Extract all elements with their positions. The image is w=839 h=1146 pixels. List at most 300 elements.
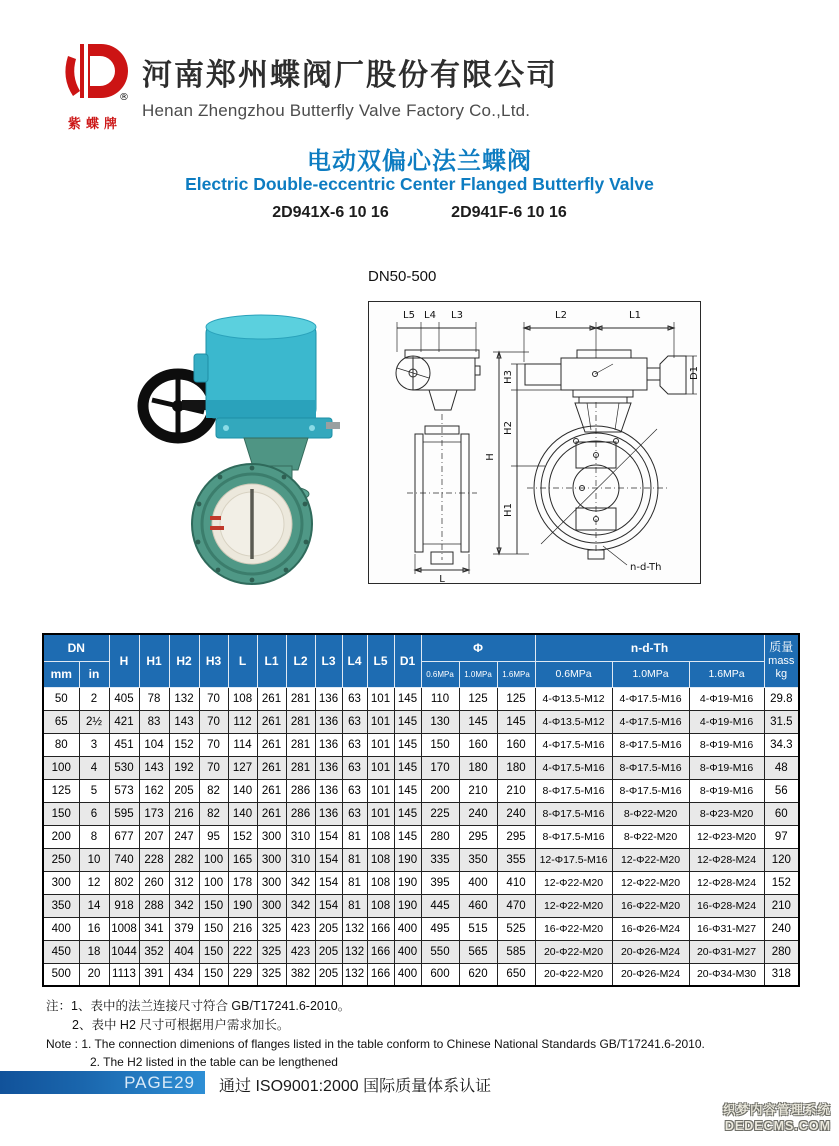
spec-cell: 595 [109,802,139,825]
spec-cell: 150 [43,802,79,825]
spec-cell: 14 [79,894,109,917]
valve-body [192,464,312,584]
svg-text:L4: L4 [424,310,436,321]
spec-cell: 222 [228,940,257,963]
col-header-h: H [109,634,139,687]
spec-cell: 280 [764,940,799,963]
spec-cell: 81 [342,871,367,894]
spec-cell: 95 [199,825,228,848]
spec-cell: 288 [139,894,169,917]
col-header-l1: L1 [257,634,286,687]
spec-cell: 261 [257,779,286,802]
spec-cell: 125 [459,687,497,710]
table-row [43,687,799,710]
spec-cell: 112 [228,710,257,733]
col-header-h1: H1 [139,634,169,687]
spec-cell: 460 [459,894,497,917]
spec-cell: 34.3 [764,733,799,756]
spec-cell: 1008 [109,917,139,940]
spec-cell: 143 [169,710,199,733]
spec-cell: 261 [257,756,286,779]
spec-cell: 180 [497,756,535,779]
col-header-phi-16: 1.6MPa [497,661,535,687]
drawing-side-view [396,310,480,583]
spec-cell: 342 [286,894,315,917]
col-header-ndth-10: 1.0MPa [612,661,689,687]
spec-cell: 310 [286,848,315,871]
spec-cell: 20-Φ22-M20 [535,940,612,963]
spec-cell: 104 [139,733,169,756]
spec-cell: 342 [286,871,315,894]
spec-cell: 573 [109,779,139,802]
spec-cell: 470 [497,894,535,917]
spec-cell: 341 [139,917,169,940]
spec-cell: 225 [421,802,459,825]
product-title-en: Electric Double-eccentric Center Flanged Butterfly Valve [185,174,654,194]
col-header-h3: H3 [199,634,228,687]
spec-cell: 82 [199,779,228,802]
spec-cell: 4-Φ17.5-M16 [612,687,689,710]
svg-text:L5: L5 [403,310,415,321]
spec-cell: 229 [228,963,257,986]
col-header-l: L [228,634,257,687]
spec-cell: 81 [342,894,367,917]
spec-cell: 130 [421,710,459,733]
spec-cell: 101 [367,687,394,710]
spec-cell: 210 [497,779,535,802]
spec-cell: 8 [79,825,109,848]
butterfly-brand-logo-icon [56,42,134,106]
spec-cell: 83 [139,710,169,733]
spec-cell: 2 [79,687,109,710]
col-header-in: in [79,661,109,687]
size-range-label: DN50-500 [368,268,437,285]
spec-cell: 152 [169,733,199,756]
spec-cell: 63 [342,710,367,733]
spec-cell: 12-Φ22-M20 [535,894,612,917]
spec-cell: 136 [315,802,342,825]
spec-cell: 5 [79,779,109,802]
spec-cell: 1044 [109,940,139,963]
spec-cell: 410 [497,871,535,894]
spec-cell: 120 [764,848,799,871]
spec-cell: 31.5 [764,710,799,733]
spec-cell: 136 [315,756,342,779]
spec-cell: 12-Φ28-M24 [689,848,764,871]
col-header-ndth-06: 0.6MPa [535,661,612,687]
spec-cell: 205 [315,963,342,986]
spec-cell: 70 [199,710,228,733]
spec-cell: 166 [367,963,394,986]
spec-cell: 450 [43,940,79,963]
spec-cell: 240 [459,802,497,825]
spec-cell: 740 [109,848,139,871]
spec-cell: 178 [228,871,257,894]
model-number-2: 2D941F-6 10 16 [451,204,567,221]
table-row [43,871,799,894]
spec-cell: 8-Φ22-M20 [612,825,689,848]
spec-cell: 585 [497,940,535,963]
table-row [43,710,799,733]
spec-cell: 400 [43,917,79,940]
spec-cell: 101 [367,733,394,756]
spec-cell: 400 [394,940,421,963]
notes-block [46,997,705,1071]
spec-cell: 114 [228,733,257,756]
spec-cell: 145 [497,710,535,733]
col-header-ndth: n-d-Th [535,634,764,661]
spec-cell: 261 [257,802,286,825]
footer-page-bar [0,1071,205,1094]
spec-cell: 216 [228,917,257,940]
svg-text:H: H [485,453,496,461]
spec-cell: 620 [459,963,497,986]
iso-certification-text: 通过 ISO9001:2000 国际质量体系认证 [219,1078,492,1095]
spec-cell: 56 [764,779,799,802]
spec-cell: 65 [43,710,79,733]
spec-cell: 404 [169,940,199,963]
spec-cell: 63 [342,733,367,756]
spec-cell: 8-Φ23-M20 [689,802,764,825]
spec-cell: 132 [342,940,367,963]
spec-cell: 8-Φ19-M16 [689,779,764,802]
table-row [43,894,799,917]
spec-cell: 335 [421,848,459,871]
spec-cell: 160 [459,733,497,756]
spec-cell: 423 [286,940,315,963]
spec-cell: 12-Φ17.5-M16 [535,848,612,871]
spec-cell: 154 [315,848,342,871]
spec-cell: 200 [421,779,459,802]
col-header-mass: 质量 mass kg [764,634,799,687]
table-row [43,825,799,848]
spec-cell: 108 [367,871,394,894]
spec-cell: 210 [764,894,799,917]
spec-cell: 281 [286,756,315,779]
spec-cell: 127 [228,756,257,779]
spec-cell: 434 [169,963,199,986]
spec-cell: 145 [394,756,421,779]
spec-cell: 4-Φ19-M16 [689,687,764,710]
spec-cell: 190 [394,894,421,917]
spec-cell: 101 [367,779,394,802]
cms-watermark [723,1103,831,1134]
spec-cell: 318 [764,963,799,986]
spec-cell: 180 [459,756,497,779]
spec-cell: 136 [315,733,342,756]
spec-cell: 166 [367,940,394,963]
page-number: PAGE29 [124,1072,195,1092]
spec-cell: 240 [764,917,799,940]
table-row [43,963,799,986]
spec-cell: 48 [764,756,799,779]
spec-cell: 81 [342,848,367,871]
spec-cell: 8-Φ17.5-M16 [612,733,689,756]
spec-cell: 650 [497,963,535,986]
dimension-drawing [368,301,701,584]
spec-cell: 125 [497,687,535,710]
spec-cell: 150 [199,963,228,986]
spec-cell: 8-Φ19-M16 [689,756,764,779]
spec-cell: 421 [109,710,139,733]
spec-cell: 136 [315,779,342,802]
spec-cell: 379 [169,917,199,940]
spec-cell: 261 [257,710,286,733]
spec-cell: 391 [139,963,169,986]
spec-cell: 12-Φ23-M20 [689,825,764,848]
spec-cell: 300 [43,871,79,894]
spec-cell: 12-Φ28-M24 [689,871,764,894]
spec-cell: 8-Φ17.5-M16 [612,756,689,779]
spec-cell: 100 [199,871,228,894]
dimension-drawing-svg [369,302,700,583]
spec-cell: 295 [497,825,535,848]
spec-cell: 8-Φ17.5-M16 [535,779,612,802]
spec-cell: 20-Φ34-M30 [689,963,764,986]
spec-cell: 550 [421,940,459,963]
spec-cell: 382 [286,963,315,986]
spec-cell: 173 [139,802,169,825]
spec-cell: 140 [228,779,257,802]
spec-cell: 216 [169,802,199,825]
spec-cell: 145 [459,710,497,733]
brand-name-text: 紫蝶牌 [67,116,122,131]
table-row [43,848,799,871]
spec-cell: 400 [394,963,421,986]
spec-cell: 210 [459,779,497,802]
model-number-1: 2D941X-6 10 16 [272,204,389,221]
spec-cell: 8-Φ17.5-M16 [535,802,612,825]
spec-cell: 295 [459,825,497,848]
spec-cell: 12 [79,871,109,894]
spec-cell: 8-Φ17.5-M16 [612,779,689,802]
registered-mark: ® [119,92,129,103]
spec-cell: 60 [764,802,799,825]
spec-cell: 101 [367,756,394,779]
spec-cell: 282 [169,848,199,871]
spec-cell: 108 [367,825,394,848]
spec-cell: 20-Φ22-M20 [535,963,612,986]
spec-cell: 166 [367,917,394,940]
spec-cell: 286 [286,802,315,825]
spec-cell: 165 [228,848,257,871]
spec-cell: 423 [286,917,315,940]
spec-cell: 312 [169,871,199,894]
col-header-h2: H2 [169,634,199,687]
spec-cell: 515 [459,917,497,940]
drawing-front-view [485,310,700,573]
spec-cell: 70 [199,733,228,756]
spec-cell: 200 [43,825,79,848]
spec-cell: 260 [139,871,169,894]
spec-cell: 16 [79,917,109,940]
col-header-l3: L3 [315,634,342,687]
spec-cell: 136 [315,687,342,710]
spec-cell: 136 [315,710,342,733]
spec-cell: 108 [228,687,257,710]
col-header-l4: L4 [342,634,367,687]
spec-cell: 400 [459,871,497,894]
spec-cell: 677 [109,825,139,848]
col-header-phi: Φ [421,634,535,661]
spec-cell: 150 [199,894,228,917]
spec-cell: 18 [79,940,109,963]
spec-cell: 16-Φ31-M27 [689,917,764,940]
spec-cell: 108 [367,894,394,917]
table-row [43,940,799,963]
spec-cell: 565 [459,940,497,963]
spec-cell: 50 [43,687,79,710]
spec-cell: 97 [764,825,799,848]
spec-cell: 4-Φ17.5-M16 [535,733,612,756]
product-title-cn: 电动双偏心法兰蝶阀 [307,148,532,175]
spec-cell: 281 [286,733,315,756]
spec-table [42,633,800,987]
spec-cell: 352 [139,940,169,963]
spec-cell: 154 [315,825,342,848]
spec-cell: 8-Φ19-M16 [689,733,764,756]
col-header-ndth-16: 1.6MPa [689,661,764,687]
spec-cell: 4-Φ19-M16 [689,710,764,733]
spec-cell: 101 [367,710,394,733]
spec-cell: 160 [497,733,535,756]
svg-text:n-d-Th: n-d-Th [630,562,662,573]
spec-cell: 400 [394,917,421,940]
spec-cell: 495 [421,917,459,940]
spec-cell: 110 [421,687,459,710]
spec-cell: 205 [315,917,342,940]
spec-cell: 16-Φ26-M24 [612,917,689,940]
spec-cell: 125 [43,779,79,802]
spec-cell: 70 [199,756,228,779]
spec-cell: 145 [394,733,421,756]
spec-cell: 4-Φ13.5-M12 [535,710,612,733]
spec-cell: 78 [139,687,169,710]
electric-actuator [194,315,340,438]
spec-table-body [43,687,799,986]
spec-cell: 405 [109,687,139,710]
col-header-mm: mm [43,661,79,687]
svg-text:H3: H3 [503,370,514,384]
spec-cell: 150 [199,917,228,940]
spec-cell: 4-Φ17.5-M16 [535,756,612,779]
spec-cell: 100 [43,756,79,779]
spec-cell: 63 [342,779,367,802]
col-header-l2: L2 [286,634,315,687]
spec-cell: 16-Φ22-M20 [535,917,612,940]
spec-cell: 16-Φ28-M24 [689,894,764,917]
spec-cell: 325 [257,917,286,940]
spec-cell: 4 [79,756,109,779]
spec-cell: 152 [764,871,799,894]
table-row [43,779,799,802]
spec-cell: 355 [497,848,535,871]
spec-cell: 451 [109,733,139,756]
spec-cell: 132 [342,917,367,940]
spec-cell: 154 [315,894,342,917]
spec-cell: 143 [139,756,169,779]
handwheel-icon [143,374,213,438]
spec-cell: 63 [342,802,367,825]
spec-cell: 20-Φ31-M27 [689,940,764,963]
note-cn-2: 2、表中 H2 尺寸可根据用户需求加长。 [72,1017,290,1032]
spec-cell: 20-Φ26-M24 [612,963,689,986]
spec-cell: 325 [257,940,286,963]
spec-cell: 82 [199,802,228,825]
spec-cell: 192 [169,756,199,779]
valve-product-photo [126,296,352,590]
spec-cell: 190 [394,871,421,894]
svg-text:L: L [439,574,445,583]
spec-cell: 10 [79,848,109,871]
spec-cell: 525 [497,917,535,940]
watermark-line-en: DEDECMS.COM [724,1118,831,1133]
spec-cell: 281 [286,687,315,710]
spec-cell: 20 [79,963,109,986]
spec-cell: 247 [169,825,199,848]
spec-cell: 350 [43,894,79,917]
spec-cell: 190 [228,894,257,917]
spec-cell: 100 [199,848,228,871]
spec-cell: 145 [394,802,421,825]
spec-cell: 205 [169,779,199,802]
spec-cell: 250 [43,848,79,871]
spec-cell: 280 [421,825,459,848]
spec-cell: 145 [394,710,421,733]
spec-cell: 190 [394,848,421,871]
spec-cell: 395 [421,871,459,894]
col-header-l5: L5 [367,634,394,687]
col-header-phi-06: 0.6MPa [421,661,459,687]
model-numbers [0,204,839,222]
spec-cell: 80 [43,733,79,756]
spec-cell: 152 [228,825,257,848]
col-header-dn: DN [43,634,109,661]
company-name-cn: 河南郑州蝶阀厂股份有限公司 [142,59,558,92]
spec-cell: 101 [367,802,394,825]
spec-cell: 145 [394,687,421,710]
svg-text:L3: L3 [451,310,463,321]
spec-cell: 228 [139,848,169,871]
svg-text:L1: L1 [629,310,641,321]
spec-cell: 6 [79,802,109,825]
spec-cell: 500 [43,963,79,986]
spec-cell: 29.8 [764,687,799,710]
note-en-1: Note : 1. The connection dimenions of flanges listed in the table conform to Chinese National Standards GB/T17241.6-2010. [46,1036,705,1051]
note-en-2: 2. The H2 listed in the table can be lengthened [90,1054,338,1069]
spec-cell: 63 [342,687,367,710]
spec-cell: 16-Φ22-M20 [612,894,689,917]
col-header-phi-10: 1.0MPa [459,661,497,687]
note-cn-1: 注：1、表中的法兰连接尺寸符合 GB/T17241.6-2010。 [46,999,351,1013]
spec-cell: 445 [421,894,459,917]
spec-cell: 207 [139,825,169,848]
spec-cell: 300 [257,848,286,871]
spec-cell: 325 [257,963,286,986]
company-logo [56,42,134,132]
table-row [43,802,799,825]
spec-cell: 4-Φ13.5-M12 [535,687,612,710]
spec-cell: 150 [199,940,228,963]
table-row [43,917,799,940]
svg-text:L2: L2 [555,310,567,321]
table-row [43,756,799,779]
spec-cell: 281 [286,710,315,733]
spec-cell: 205 [315,940,342,963]
spec-cell: 63 [342,756,367,779]
spec-cell: 132 [169,687,199,710]
spec-cell: 12-Φ22-M20 [612,871,689,894]
